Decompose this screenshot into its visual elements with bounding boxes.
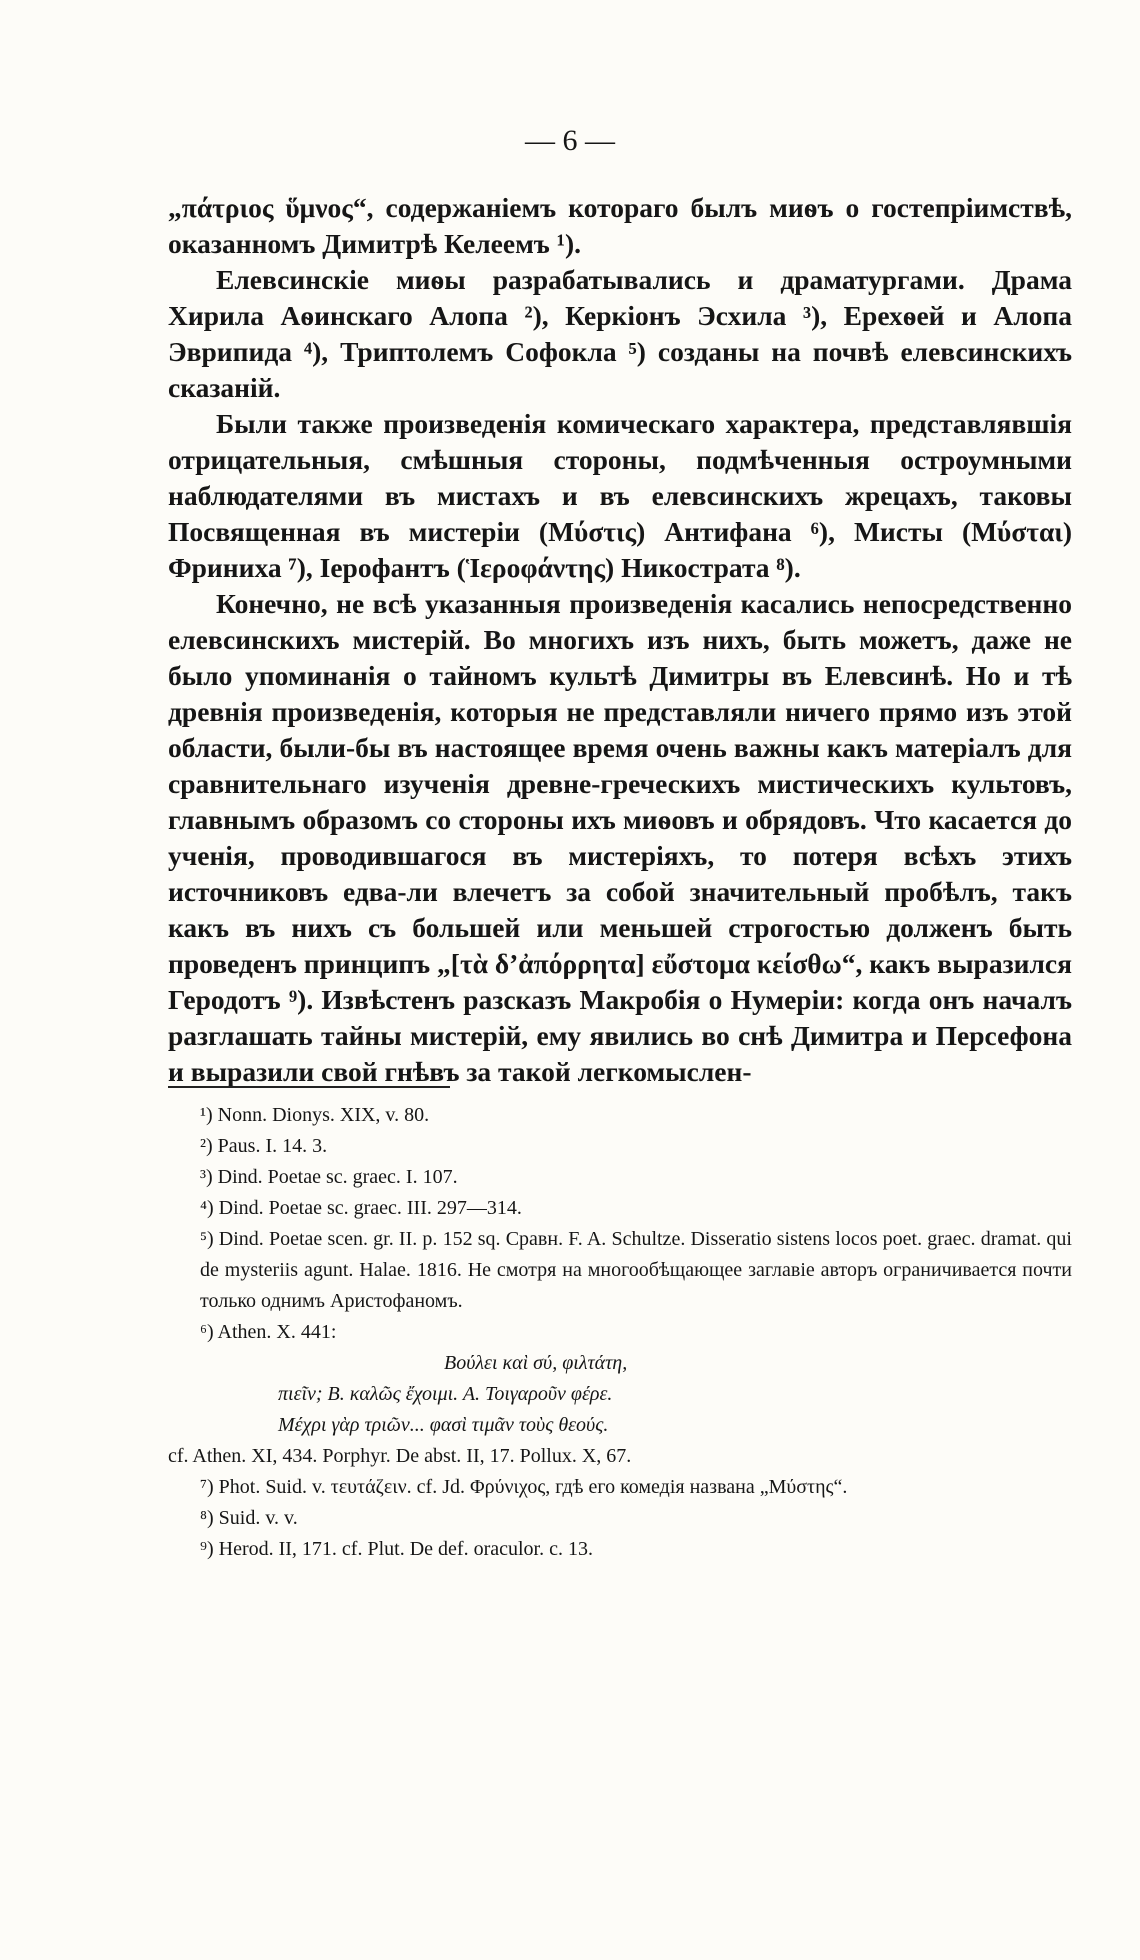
verse-line: πιεῖν; Β. καλῶς ἔχοιμι. Α. Τοιγαροῦν φέρε. xyxy=(278,1383,613,1405)
verse-line: Βούλει καὶ σύ, φιλτάτη, xyxy=(444,1352,628,1374)
footnote: ⁸) Suid. v. v. xyxy=(200,1507,298,1529)
paragraph: Были также произведенія комическаго характера, представлявшія отрицательныя, смѣшныя стороны, подмѣченныя остроумными наблюдателями въ мистахъ и въ елевсинскихъ жрецахъ, таковы Посвященная въ мистеріи (Μύστις) Антифана ⁶), Мисты (Μύσται) Фриниха ⁷), Іерофантъ (Ἱεροφάντης) Никострата ⁸). xyxy=(168,408,1072,583)
footnote: ¹) Nonn. Dionys. XIX, v. 80. xyxy=(200,1104,430,1126)
footnote: ⁶) Athen. X. 441: xyxy=(200,1321,337,1343)
page-number: — 6 — xyxy=(525,124,615,157)
footnote: ⁵) Dind. Poetae scen. gr. II. p. 152 sq. Сравн. F. A. Schultze. Disseratio sistens locos poet. graec. dramat. qui de mysteriis agunt. Halae. 1816. Не смотря на многообѣщающее заглавіе авторъ ограничивается почти только однимъ Аристофаномъ. xyxy=(200,1228,1072,1312)
footnote-separator xyxy=(168,1086,450,1088)
paragraph: Конечно, не всѣ указанныя произведенія касались непосредственно елевсинскихъ мистерій. Во многихъ изъ нихъ, быть можетъ, даже не было упоминанія о тайномъ культѣ Димитры въ Елевсинѣ. Но и тѣ древнія произведенія, которыя не представляли ничего прямо изъ этой области, были-бы въ настоящее время очень важны какъ матеріалъ для сравнительнаго изученія древне-греческихъ мистическихъ культовъ, главнымъ образомъ со стороны ихъ миѳовъ и обрядовъ. Что касается до ученія, проводившагося въ мистеріяхъ, то потеря всѣхъ этихъ источниковъ едва-ли влечетъ за собой значительный пробѣлъ, такъ какъ въ нихъ съ большей или меньшей строгостью долженъ быть проведенъ принципъ „[τὰ δ’ἀπόρρητα] εὔστομα κείσθω“, какъ выразился Геродотъ ⁹). Извѣстенъ разсказъ Макробія о Нумеріи: когда онъ началъ разглашать тайны мистерій, ему явились во снѣ Димитра и Персефона и выразили свой гнѣвъ за такой легкомыслен- xyxy=(168,588,1072,1087)
footnote: ³) Dind. Poetae sc. graec. I. 107. xyxy=(200,1166,458,1188)
footnote: ⁷) Phot. Suid. v. τευτάζειν. cf. Jd. Φρύνιχος, гдѣ его комедія названа „Μύστης“. xyxy=(200,1476,848,1498)
verse-line: Μέχρι γὰρ τριῶν... φασὶ τιμᾶν τοὺς θεούς. xyxy=(278,1414,609,1436)
footnotes xyxy=(168,1100,1072,1565)
footnote: ²) Paus. I. 14. 3. xyxy=(200,1135,328,1157)
footnote: ⁹) Herod. II, 171. cf. Plut. De def. oraculor. c. 13. xyxy=(200,1538,593,1560)
paragraph: Елевсинскіе миѳы разрабатывались и драматургами. Драма Хирила Аѳинскаго Алопа ²), Керкіонъ Эсхила ³), Ерехѳей и Алопа Эврипида ⁴), Триптолемъ Софокла ⁵) созданы на почвѣ елевсинскихъ сказаній. xyxy=(168,264,1072,403)
footnote-continuation: cf. Athen. XI, 434. Porphyr. De abst. II, 17. Pollux. X, 67. xyxy=(168,1445,632,1467)
paragraph-continuation: „πάτριος ὕμνος“, содержаніемъ котораго былъ миѳъ о гостепріимствѣ, оказанномъ Димитрѣ Келеемъ ¹). xyxy=(168,192,1072,259)
main-text xyxy=(168,190,1072,1090)
footnote: ⁴) Dind. Poetae sc. graec. III. 297—314. xyxy=(200,1197,522,1219)
